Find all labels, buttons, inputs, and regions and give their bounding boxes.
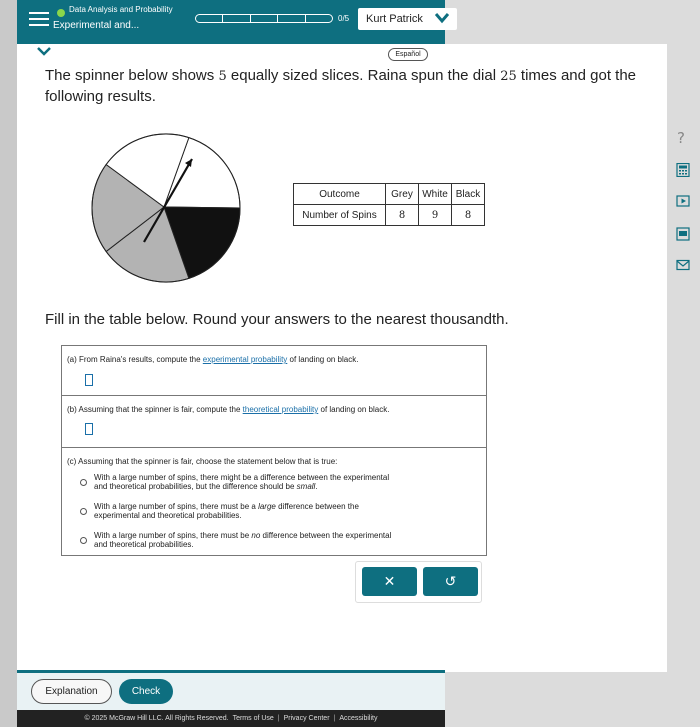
part-a-answer-input[interactable] <box>85 374 93 386</box>
user-menu-button[interactable] <box>358 8 457 30</box>
question-text <box>45 66 650 107</box>
question-part: The spinner below shows <box>45 67 219 84</box>
option-no-difference[interactable] <box>80 531 391 549</box>
part-c-prompt: (c) Assuming that the spinner is fair, choose the statement below that is true: <box>67 457 338 466</box>
option-text <box>94 502 359 520</box>
video-icon[interactable] <box>676 194 690 208</box>
table-cell: 9 <box>419 205 452 226</box>
option-line: With a large number of spins, there might be a difference between the experimental <box>94 473 390 482</box>
progress-segment <box>196 15 223 22</box>
chevron-down-icon <box>435 12 449 24</box>
progress-segment <box>278 15 305 22</box>
part-b-answer-input[interactable] <box>85 423 93 435</box>
option-emphasis: small <box>296 482 316 491</box>
part-b-section <box>62 396 486 448</box>
radio-button[interactable] <box>80 479 87 486</box>
option-span: . <box>315 482 318 491</box>
option-line <box>94 482 389 491</box>
part-b-prompt <box>67 405 389 414</box>
prompt-text: (b) Assuming that the spinner is fair, compute the <box>67 405 243 414</box>
accessibility-link[interactable]: Accessibility <box>339 715 378 722</box>
option-span: With a large number of spins, there must be a <box>94 502 259 511</box>
instruction-text: Fill in the table below. Round your answers to the nearest thousandth. <box>45 311 509 328</box>
check-button[interactable]: Check <box>119 679 173 704</box>
table-row <box>294 205 485 226</box>
option-span: difference between the <box>275 502 359 511</box>
collapse-chevron-icon[interactable] <box>37 46 51 56</box>
option-span: difference between the experimental <box>260 531 392 540</box>
option-text <box>94 531 391 549</box>
separator: | <box>277 715 280 722</box>
spinner-slices <box>92 134 240 282</box>
left-margin <box>0 0 17 727</box>
calculator-icon[interactable] <box>676 163 690 177</box>
option-small-difference[interactable] <box>80 473 389 491</box>
answer-actions <box>355 561 482 603</box>
option-line: experimental and theoretical probabilities. <box>94 511 242 520</box>
subtopic-label: Experimental and... <box>53 20 140 31</box>
table-header-cell: Grey <box>386 184 419 205</box>
spinner-diagram <box>88 130 244 286</box>
part-a-section <box>62 346 486 396</box>
help-icon[interactable] <box>674 128 690 146</box>
help-glyph: ? <box>677 129 685 146</box>
option-span: With a large number of spins, there must be <box>94 531 252 540</box>
topic-label: Data Analysis and Probability <box>69 5 173 14</box>
explanation-button[interactable]: Explanation <box>31 679 112 704</box>
option-emphasis: large <box>258 502 276 511</box>
table-row <box>294 184 485 205</box>
spin-count: 25 <box>500 69 517 84</box>
option-span: and theoretical probabilities, but the difference should be <box>94 482 297 491</box>
question-part: equally sized slices. Raina spun the dial <box>226 67 501 84</box>
part-a-prompt <box>67 355 358 364</box>
theoretical-probability-link[interactable]: theoretical probability <box>242 405 319 414</box>
option-large-difference[interactable] <box>80 502 359 520</box>
progress-count: 0/5 <box>338 14 350 23</box>
topic-status-dot <box>57 9 65 17</box>
option-line: and theoretical probabilities. <box>94 540 194 549</box>
mail-icon[interactable] <box>676 258 690 272</box>
radio-button[interactable] <box>80 508 87 515</box>
question-part: times and got the following results. <box>45 67 637 105</box>
option-line <box>94 502 359 511</box>
user-name: Kurt Patrick <box>366 13 423 25</box>
radio-button[interactable] <box>80 537 87 544</box>
language-toggle-button[interactable]: Español <box>388 48 428 61</box>
slice-count: 5 <box>218 69 227 84</box>
table-header-cell: Black <box>452 184 485 205</box>
progress-segment <box>223 15 250 22</box>
terms-link[interactable]: Terms of Use <box>232 715 274 722</box>
answer-box <box>61 345 487 556</box>
progress-segment <box>251 15 278 22</box>
option-text <box>94 473 389 491</box>
clear-button[interactable]: ✕ <box>362 567 417 596</box>
copyright-bar <box>17 710 445 727</box>
undo-button[interactable]: ↺ <box>423 567 478 596</box>
table-cell: 8 <box>452 205 485 226</box>
separator: | <box>333 715 336 722</box>
table-header-cell: Outcome <box>294 184 386 205</box>
option-line <box>94 531 391 540</box>
table-cell: 8 <box>386 205 419 226</box>
prompt-text: of landing on black. <box>287 355 359 364</box>
copyright-text: © 2025 McGraw Hill LLC. All Rights Reserved. <box>84 715 229 722</box>
experimental-probability-link[interactable]: experimental probability <box>202 355 288 364</box>
prompt-text: (a) From Raina's results, compute the <box>67 355 203 364</box>
privacy-link[interactable]: Privacy Center <box>283 715 330 722</box>
prompt-text: of landing on black. <box>318 405 390 414</box>
glossary-icon[interactable] <box>676 227 690 241</box>
part-c-section <box>62 448 486 555</box>
results-table <box>293 183 485 226</box>
menu-icon[interactable] <box>29 12 49 28</box>
option-emphasis: no <box>251 531 261 540</box>
progress-bar <box>195 14 333 23</box>
progress-segment <box>306 15 332 22</box>
header <box>17 0 445 44</box>
table-row-label: Number of Spins <box>294 205 386 226</box>
table-header-cell: White <box>419 184 452 205</box>
